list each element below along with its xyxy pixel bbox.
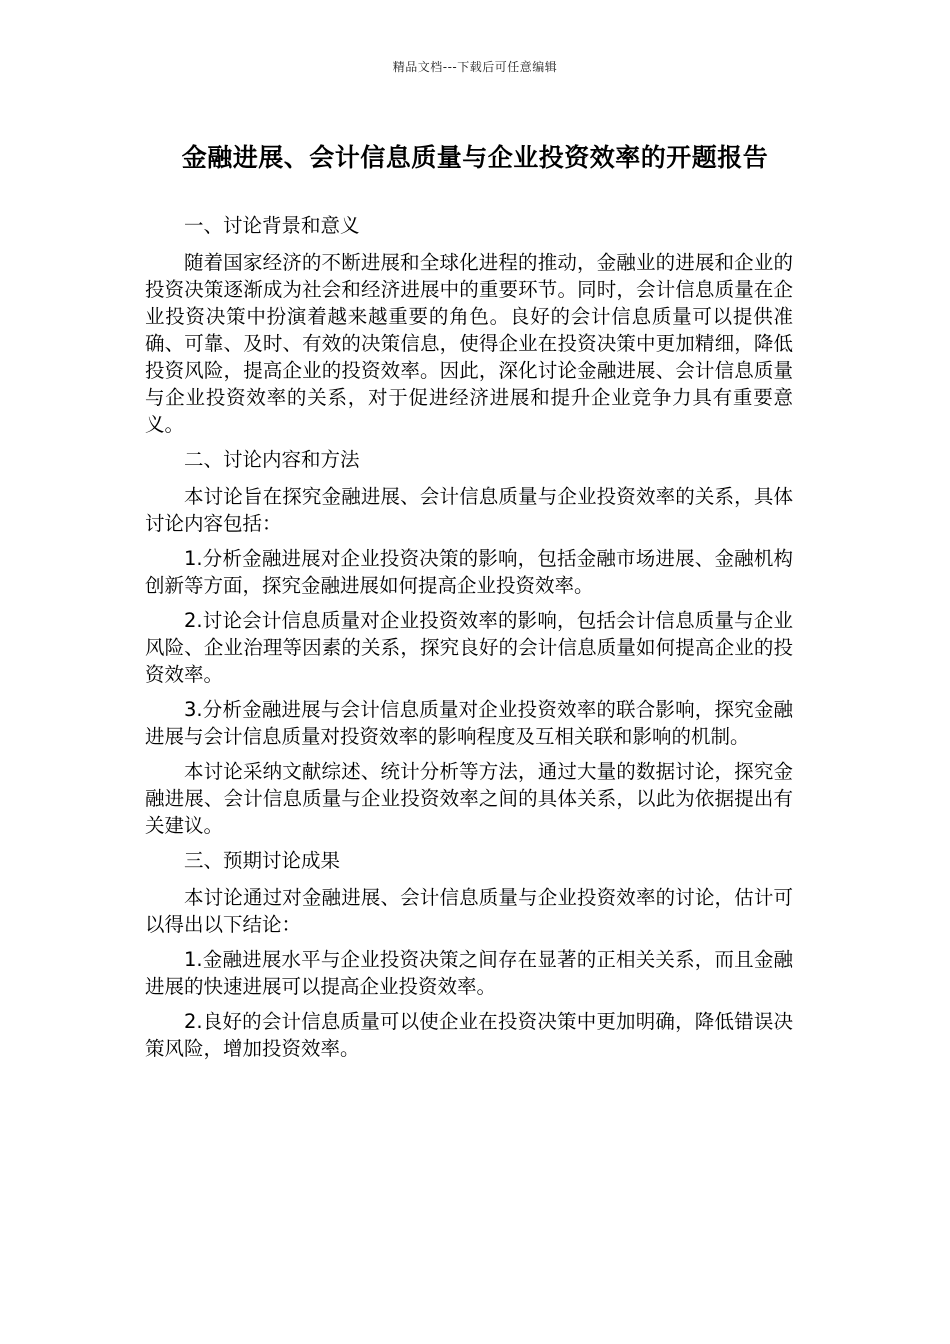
section-heading-background: 一、讨论背景和意义	[184, 214, 360, 237]
page-header: 精品文档---下载后可任意编辑	[392, 60, 558, 74]
list-item-result-2: 2.良好的会计信息质量可以使企业在投资决策中更加明确，降低错误决策风险，增加投资效率。	[145, 1010, 793, 1060]
paragraph-research-aim: 本讨论旨在探究金融进展、会计信息质量与企业投资效率的关系，具体讨论内容包括：	[145, 485, 793, 535]
paragraph-method: 本讨论采纳文献综述、统计分析等方法，通过大量的数据讨论，探究金融进展、会计信息质量与企业投资效率之间的具体关系，以此为依据提出有关建议。	[145, 760, 793, 837]
list-item-content-2: 2.讨论会计信息质量对企业投资效率的影响，包括会计信息质量与企业风险、企业治理等因素的关系，探究良好的会计信息质量如何提高企业的投资效率。	[145, 609, 793, 686]
paragraph-expected-intro: 本讨论通过对金融进展、会计信息质量与企业投资效率的讨论，估计可以得出以下结论：	[145, 886, 793, 936]
section-heading-content-method: 二、讨论内容和方法	[184, 448, 360, 471]
document-body	[145, 212, 793, 1070]
list-item-content-1: 1.分析金融进展对企业投资决策的影响，包括金融市场进展、金融机构创新等方面，探究金融进展如何提高企业投资效率。	[145, 547, 793, 597]
list-item-result-1: 1.金融进展水平与企业投资决策之间存在显著的正相关关系，而且金融进展的快速进展可以提高企业投资效率。	[145, 948, 793, 998]
section-heading-expected-results: 三、预期讨论成果	[184, 849, 341, 872]
paragraph-background: 随着国家经济的不断进展和全球化进程的推动，金融业的进展和企业的投资决策逐渐成为社会和经济进展中的重要环节。同时，会计信息质量在企业投资决策中扮演着越来越重要的角色。良好的会计信息质量可以提供准确、可靠、及时、有效的决策信息，使得企业在投资决策中更加精细，降低投资风险，提高企业的投资效率。因此，深化讨论金融进展、会计信息质量与企业投资效率的关系，对于促进经济进展和提升企业竞争力具有重要意义。	[145, 251, 793, 436]
list-item-content-3: 3.分析金融进展与会计信息质量对企业投资效率的联合影响，探究金融进展与会计信息质量对投资效率的影响程度及互相关联和影响的机制。	[145, 698, 793, 748]
document-title: 金融进展、会计信息质量与企业投资效率的开题报告	[181, 143, 769, 172]
